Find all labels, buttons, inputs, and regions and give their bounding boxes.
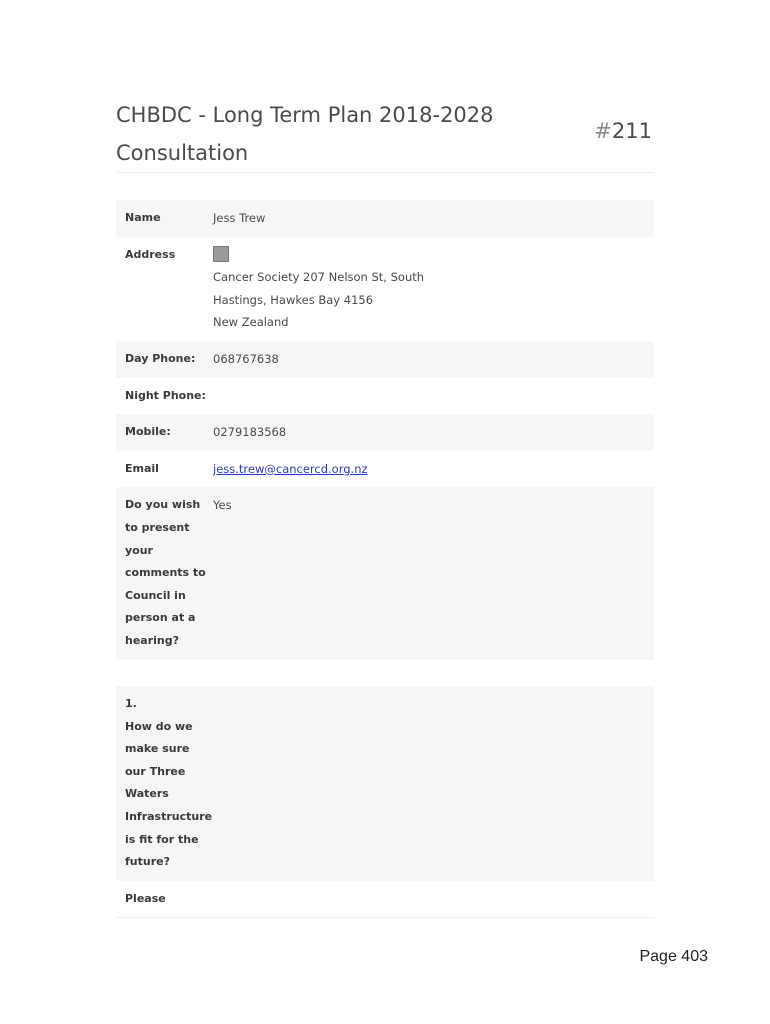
field-value-email <box>213 451 654 488</box>
email-link[interactable]: jess.trew@cancercd.org.nz <box>213 461 368 476</box>
field-row-hearing <box>116 487 654 659</box>
field-value-mobile: 0279183568 <box>213 414 654 451</box>
field-row-mobile <box>116 414 654 451</box>
field-label: Do you wish to present your comments to Council in person at a hearing? <box>116 487 213 659</box>
question-label <box>116 686 213 881</box>
field-label: Email <box>116 451 213 488</box>
field-value-hearing: Yes <box>213 487 654 659</box>
page-number: Page 403 <box>639 948 708 965</box>
map-icon[interactable] <box>213 246 229 262</box>
field-label: Night Phone: <box>116 378 213 415</box>
field-row-night-phone <box>116 378 654 415</box>
address-line: Cancer Society 207 Nelson St, South <box>213 270 425 285</box>
field-value-name: Jess Trew <box>213 200 654 237</box>
question-label: Please <box>116 881 213 918</box>
question-number: 1. <box>125 697 137 710</box>
field-row-address <box>116 237 654 341</box>
question-row <box>116 686 654 881</box>
document-header <box>116 96 654 173</box>
question-row <box>116 881 654 918</box>
field-label: Address <box>116 237 213 341</box>
contact-details-table <box>116 200 654 660</box>
field-label: Name <box>116 200 213 237</box>
question-answer <box>213 686 654 881</box>
entry-hash: # <box>594 119 612 143</box>
entry-number-value: 211 <box>611 119 652 143</box>
field-row-day-phone <box>116 341 654 378</box>
question-text: How do we make sure our Three Waters Infrastructure is fit for the future? <box>125 719 213 869</box>
address-line: New Zealand <box>213 315 289 330</box>
field-label: Day Phone: <box>116 341 213 378</box>
address-line: Hastings, Hawkes Bay 4156 <box>213 292 374 307</box>
page-title: CHBDC - Long Term Plan 2018-2028 Consultation <box>116 103 494 165</box>
field-row-email <box>116 451 654 488</box>
field-value-day-phone: 068767638 <box>213 341 654 378</box>
field-value-night-phone <box>213 378 654 415</box>
entry-number <box>594 116 652 146</box>
questions-table <box>116 686 654 918</box>
question-answer <box>213 881 654 918</box>
field-row-name <box>116 200 654 237</box>
field-label: Mobile: <box>116 414 213 451</box>
field-value-address <box>213 237 654 341</box>
